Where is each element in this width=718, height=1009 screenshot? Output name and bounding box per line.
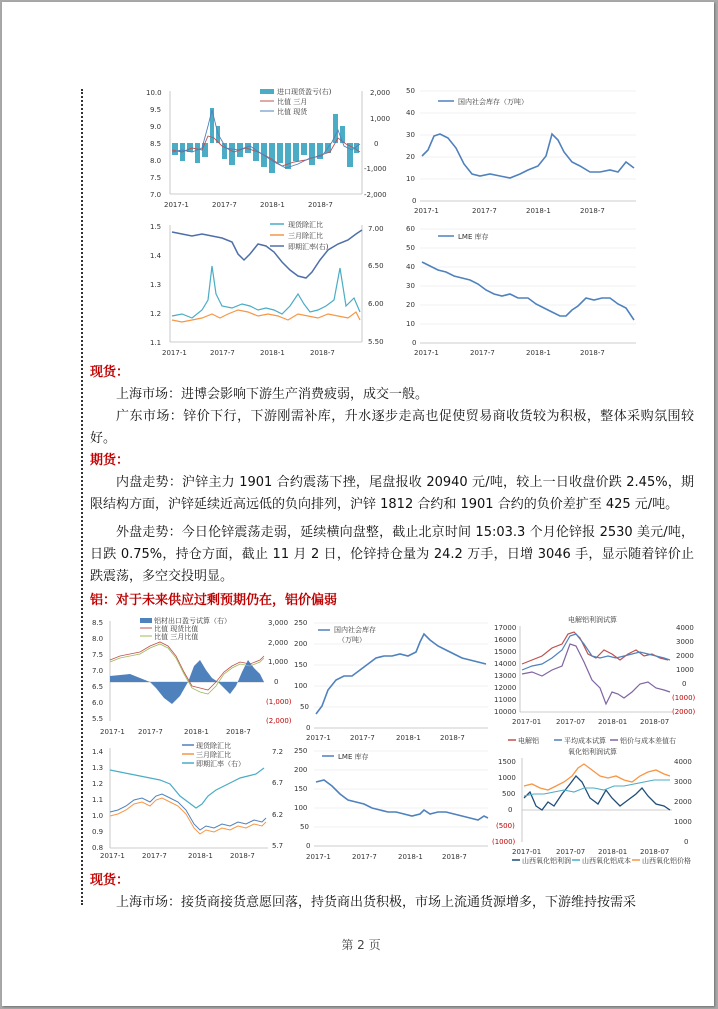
svg-text:进口现货盈亏(右): 进口现货盈亏(右) (277, 88, 332, 96)
svg-text:2000: 2000 (674, 798, 692, 806)
aluminum-profit-chart (492, 614, 696, 748)
svg-text:150: 150 (294, 785, 308, 793)
svg-text:-2,000: -2,000 (364, 191, 387, 199)
legend (140, 616, 231, 641)
y-right-ticks (272, 748, 283, 850)
svg-text:(1,000): (1,000) (266, 698, 292, 706)
svg-text:6.7: 6.7 (272, 779, 284, 787)
svg-text:(2000): (2000) (672, 708, 696, 716)
svg-text:1.5: 1.5 (150, 223, 162, 231)
svg-text:2018-1: 2018-1 (526, 349, 551, 357)
document-page (2, 2, 714, 1006)
svg-text:山西氧化铝价格: 山西氧化铝价格 (642, 857, 691, 865)
y-left-ticks (150, 223, 162, 347)
aluminum-spot-heading: 现货： (90, 873, 130, 888)
svg-text:山西氧化铝利润: 山西氧化铝利润 (522, 857, 571, 865)
svg-text:三月除汇比: 三月除汇比 (196, 751, 231, 759)
x-ticks (162, 349, 335, 357)
y-left-ticks (492, 758, 516, 846)
svg-text:2018-7: 2018-7 (440, 734, 465, 742)
svg-text:1,000: 1,000 (370, 115, 391, 123)
svg-text:15000: 15000 (494, 648, 517, 656)
svg-text:2018-1: 2018-1 (184, 728, 209, 736)
svg-text:7.0: 7.0 (92, 667, 104, 675)
svg-text:2017-7: 2017-7 (212, 201, 237, 209)
aluminum-shanghai-text: 上海市场：接货商接货意愿回落，持货商出货积极，市场上流通货源增多，下游维持按需采 (116, 895, 637, 910)
svg-text:100: 100 (294, 804, 308, 812)
svg-text:6.2: 6.2 (272, 811, 284, 819)
svg-text:(500): (500) (496, 822, 515, 830)
aluminum-commentary (90, 870, 694, 914)
svg-text:0.8: 0.8 (92, 844, 104, 852)
svg-text:2017-7: 2017-7 (350, 734, 375, 742)
svg-text:50: 50 (406, 244, 415, 252)
svg-text:0: 0 (306, 724, 311, 732)
svg-text:9.0: 9.0 (150, 123, 162, 131)
alumina-profit-chart (492, 746, 692, 864)
aluminum-section-title: 铝：对于未来供应过剩预期仍在，铝价偏弱 (90, 593, 338, 608)
svg-text:比值 现货: 比值 现货 (277, 108, 308, 116)
svg-text:2018-7: 2018-7 (580, 207, 605, 215)
svg-text:LME 库存: LME 库存 (458, 233, 489, 241)
domestic-market-text: 内盘走势：沪锌主力 1901 合约震荡下挫，尾盘报收 20940 元/吨，较上一日收盘价跌 2.45%，期限结构方面，沪锌延续近高远低的负向排列，沪锌 1812 合约和 1901 合约的负价差扩至 425 元/吨。 (90, 475, 694, 512)
svg-text:2018-7: 2018-7 (580, 349, 605, 357)
svg-text:13000: 13000 (494, 672, 517, 680)
svg-text:6.00: 6.00 (368, 300, 384, 308)
svg-text:2017-07: 2017-07 (556, 718, 586, 726)
svg-text:铝材出口盈亏试算（右）: 铝材出口盈亏试算（右） (154, 617, 231, 625)
svg-text:2017-1: 2017-1 (164, 201, 189, 209)
svg-text:7.00: 7.00 (368, 225, 384, 233)
svg-text:2017-1: 2017-1 (100, 728, 125, 736)
svg-text:比值 三月: 比值 三月 (277, 98, 308, 106)
svg-text:2017-01: 2017-01 (512, 718, 542, 726)
svg-text:2018-07: 2018-07 (640, 848, 670, 856)
svg-text:0: 0 (412, 339, 417, 347)
svg-text:比值 三月比值: 比值 三月比值 (154, 633, 199, 641)
x-ticks (306, 734, 465, 742)
y-left-ticks (494, 624, 516, 716)
svg-text:5.7: 5.7 (272, 842, 284, 850)
svg-text:2017-1: 2017-1 (414, 207, 439, 215)
y-left-ticks (146, 89, 162, 199)
svg-text:1000: 1000 (498, 774, 516, 782)
svg-text:4000: 4000 (676, 624, 694, 632)
legend (182, 741, 245, 768)
svg-text:2017-1: 2017-1 (414, 349, 439, 357)
svg-text:1.4: 1.4 (150, 252, 162, 260)
svg-text:100: 100 (294, 682, 308, 690)
x-ticks (306, 853, 467, 861)
svg-text:6.50: 6.50 (368, 262, 384, 270)
aluminum-ratio-chart (90, 616, 290, 738)
y-right-ticks (266, 619, 292, 725)
y-right-ticks (674, 758, 692, 846)
svg-text:-1,000: -1,000 (364, 165, 387, 173)
svg-text:250: 250 (294, 747, 308, 755)
svg-text:30: 30 (406, 131, 415, 139)
svg-text:2018-1: 2018-1 (396, 734, 421, 742)
svg-text:40: 40 (406, 109, 415, 117)
svg-text:2018-07: 2018-07 (640, 718, 670, 726)
svg-text:1000: 1000 (676, 666, 694, 674)
svg-text:（万吨）: （万吨） (338, 636, 366, 644)
svg-text:14000: 14000 (494, 660, 517, 668)
svg-text:10: 10 (406, 175, 415, 183)
legend (270, 220, 329, 251)
svg-text:LME 库存: LME 库存 (338, 753, 369, 761)
legend (260, 87, 332, 116)
svg-text:5.5: 5.5 (92, 715, 104, 723)
svg-text:0: 0 (374, 140, 379, 148)
svg-text:比值 现货比值: 比值 现货比值 (154, 625, 199, 633)
aluminum-social-stock-chart (292, 618, 492, 742)
svg-text:2017-7: 2017-7 (470, 349, 495, 357)
svg-text:(2,000): (2,000) (266, 717, 292, 725)
svg-text:1,000: 1,000 (268, 658, 289, 666)
svg-text:5.50: 5.50 (368, 338, 384, 346)
svg-text:10000: 10000 (494, 708, 517, 716)
svg-text:2017-07: 2017-07 (556, 848, 586, 856)
svg-text:2018-1: 2018-1 (260, 201, 285, 209)
zinc-social-stock-chart (400, 86, 640, 216)
svg-text:7.2: 7.2 (272, 748, 284, 756)
svg-text:200: 200 (294, 766, 308, 774)
svg-text:2018-01: 2018-01 (598, 718, 628, 726)
svg-text:8.0: 8.0 (150, 157, 162, 165)
y-ticks (294, 747, 310, 850)
svg-text:2018-7: 2018-7 (442, 853, 467, 861)
x-ticks (164, 201, 333, 209)
svg-text:2017-1: 2017-1 (306, 734, 331, 742)
svg-text:2,000: 2,000 (370, 89, 391, 97)
svg-text:250: 250 (294, 619, 308, 627)
svg-text:1.2: 1.2 (92, 780, 104, 788)
svg-text:即期汇率（右）: 即期汇率（右） (196, 760, 245, 768)
svg-text:2,000: 2,000 (268, 639, 289, 647)
svg-text:0.9: 0.9 (92, 828, 104, 836)
zinc-lme-stock-chart (400, 224, 640, 364)
svg-text:3000: 3000 (676, 638, 694, 646)
legend (512, 856, 691, 865)
x-ticks (100, 728, 251, 736)
svg-text:4000: 4000 (674, 758, 692, 766)
svg-text:2018-1: 2018-1 (526, 207, 551, 215)
svg-text:0: 0 (682, 680, 687, 688)
svg-text:10.0: 10.0 (146, 89, 162, 97)
svg-text:1000: 1000 (674, 818, 692, 826)
svg-text:20: 20 (406, 301, 415, 309)
bars (172, 108, 359, 173)
page-number: 第 2 页 (341, 938, 381, 952)
svg-text:2017-7: 2017-7 (138, 728, 163, 736)
svg-text:3000: 3000 (674, 778, 692, 786)
svg-text:2017-1: 2017-1 (306, 853, 331, 861)
svg-text:7.5: 7.5 (92, 651, 104, 659)
svg-text:(1000): (1000) (672, 694, 696, 702)
svg-text:1.1: 1.1 (150, 339, 162, 347)
svg-text:12000: 12000 (494, 684, 517, 692)
svg-text:150: 150 (294, 661, 308, 669)
svg-text:即期汇率(右): 即期汇率(右) (288, 243, 329, 251)
svg-text:1.4: 1.4 (92, 748, 104, 756)
svg-text:50: 50 (406, 87, 415, 95)
svg-text:1.3: 1.3 (92, 764, 104, 772)
svg-text:40: 40 (406, 263, 415, 271)
svg-text:电解铝: 电解铝 (518, 737, 539, 745)
svg-text:200: 200 (294, 640, 308, 648)
svg-text:1.2: 1.2 (150, 310, 162, 318)
svg-text:2018-7: 2018-7 (226, 728, 251, 736)
svg-text:2018-7: 2018-7 (230, 852, 255, 860)
zinc-fx-ratio-chart (142, 220, 402, 360)
svg-text:8.0: 8.0 (92, 635, 104, 643)
x-ticks (100, 852, 255, 860)
legend (508, 736, 676, 745)
svg-text:2018-7: 2018-7 (308, 201, 333, 209)
svg-text:1.1: 1.1 (92, 796, 104, 804)
x-ticks (512, 848, 669, 856)
binding-margin-line (81, 89, 83, 905)
svg-text:11000: 11000 (494, 696, 517, 704)
svg-text:氧化铝利润试算: 氧化铝利润试算 (568, 748, 617, 756)
svg-text:20: 20 (406, 153, 415, 161)
svg-text:电解铝利润试算: 电解铝利润试算 (568, 616, 617, 624)
svg-text:0: 0 (684, 838, 689, 846)
svg-text:0: 0 (508, 806, 513, 814)
svg-text:17000: 17000 (494, 624, 517, 632)
x-ticks (414, 349, 605, 357)
zinc-commentary (90, 362, 694, 588)
svg-text:3,000: 3,000 (268, 619, 289, 627)
svg-text:平均成本试算: 平均成本试算 (564, 737, 606, 745)
aluminum-fx-ratio-chart (90, 740, 290, 862)
svg-text:三月除汇比: 三月除汇比 (288, 232, 323, 240)
svg-text:10: 10 (406, 320, 415, 328)
svg-text:50: 50 (300, 823, 309, 831)
svg-text:2017-01: 2017-01 (512, 848, 542, 856)
svg-text:2000: 2000 (676, 652, 694, 660)
svg-text:0: 0 (412, 197, 417, 205)
svg-text:2017-7: 2017-7 (210, 349, 235, 357)
svg-text:7.5: 7.5 (150, 174, 162, 182)
svg-text:1500: 1500 (498, 758, 516, 766)
svg-text:国内社会库存: 国内社会库存 (334, 626, 376, 634)
y-ticks (406, 87, 416, 205)
futures-heading: 期货： (90, 453, 130, 468)
svg-text:6.5: 6.5 (92, 683, 104, 691)
y-left-ticks (92, 748, 104, 852)
svg-text:国内社会库存（万吨）: 国内社会库存（万吨） (458, 98, 528, 106)
spot-heading: 现货： (90, 365, 130, 380)
svg-text:8.5: 8.5 (150, 140, 162, 148)
x-ticks (414, 207, 605, 215)
svg-text:2017-1: 2017-1 (162, 349, 187, 357)
y-left-ticks (92, 619, 103, 723)
svg-text:7.0: 7.0 (150, 191, 162, 199)
svg-text:2018-01: 2018-01 (598, 848, 628, 856)
svg-text:50: 50 (300, 703, 309, 711)
y-right-ticks (368, 225, 384, 346)
svg-text:2017-7: 2017-7 (142, 852, 167, 860)
svg-text:现货除汇比: 现货除汇比 (288, 221, 323, 229)
guangdong-market-text: 广东市场：锌价下行，下游刚需补库，升水逐步走高也促使贸易商收货较为积极，整体采购氛围较好。 (90, 409, 694, 446)
svg-text:(1000): (1000) (492, 838, 516, 846)
svg-text:铝价与成本差值右: 铝价与成本差值右 (620, 737, 676, 745)
foreign-market-text: 外盘走势：今日伦锌震荡走弱，延续横向盘整，截止北京时间 15:03.3 个月伦锌报 2530 美元/吨，日跌 0.75%，持仓方面，截止 11 月 2 日，伦锌持仓量为 24.2 万手，日增 3046 手，显示随着锌价止跌震荡，多空交投明显。 (90, 525, 694, 584)
y-ticks (294, 619, 310, 732)
shanghai-market-text: 上海市场：进博会影响下游生产消费疲弱，成交一般。 (116, 387, 429, 402)
svg-text:9.5: 9.5 (150, 106, 162, 114)
x-ticks (512, 718, 669, 726)
svg-text:8.5: 8.5 (92, 619, 104, 627)
svg-text:0: 0 (306, 842, 311, 850)
svg-text:2018-1: 2018-1 (188, 852, 213, 860)
svg-text:500: 500 (502, 790, 516, 798)
svg-text:2018-7: 2018-7 (310, 349, 335, 357)
svg-text:1.0: 1.0 (92, 812, 104, 820)
svg-text:2018-1: 2018-1 (260, 349, 285, 357)
zinc-ratio-chart (142, 86, 402, 216)
svg-text:2017-7: 2017-7 (352, 853, 377, 861)
y-right-ticks (672, 624, 696, 716)
svg-text:30: 30 (406, 282, 415, 290)
svg-text:2017-7: 2017-7 (472, 207, 497, 215)
svg-text:山西氧化铝成本: 山西氧化铝成本 (582, 857, 631, 865)
svg-text:1.3: 1.3 (150, 281, 162, 289)
svg-text:2018-1: 2018-1 (398, 853, 423, 861)
svg-text:2017-1: 2017-1 (100, 852, 125, 860)
svg-text:现货除汇比: 现货除汇比 (196, 742, 231, 750)
svg-text:0: 0 (274, 678, 279, 686)
y-ticks (406, 225, 416, 347)
svg-text:6.0: 6.0 (92, 699, 104, 707)
svg-text:16000: 16000 (494, 636, 517, 644)
y-right-ticks (364, 89, 390, 199)
aluminum-lme-stock-chart (292, 744, 492, 862)
svg-text:60: 60 (406, 225, 415, 233)
